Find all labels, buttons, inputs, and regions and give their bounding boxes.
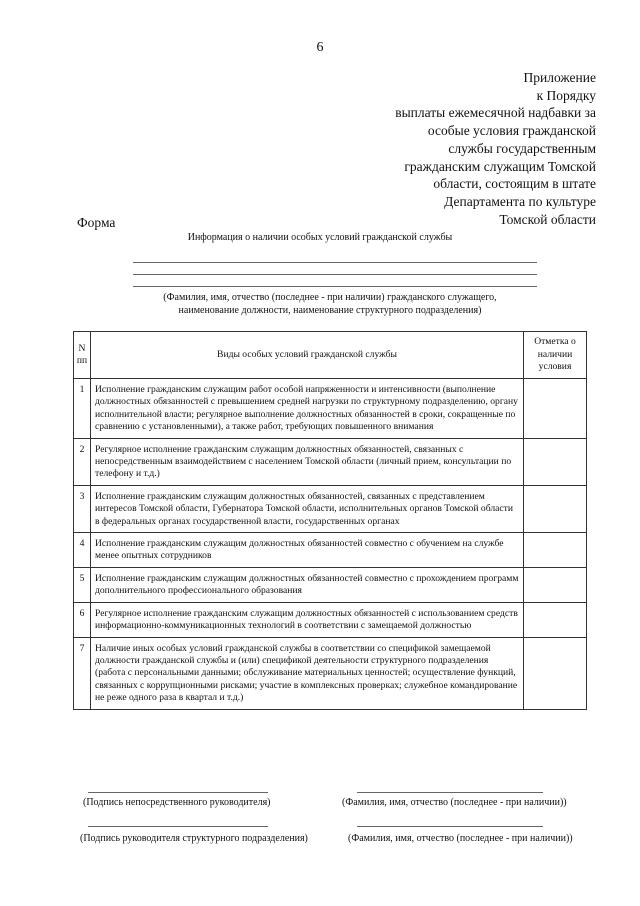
table-row [74, 438, 587, 485]
employee-caption-line: наименование должности, наименование структурного подразделения) [178, 305, 482, 316]
appendix-line: Департамента по культуре [444, 193, 596, 209]
mark-cell[interactable] [524, 637, 587, 709]
appendix-line: службы государственным [448, 140, 596, 156]
unit-head-signature-label: (Подпись руководителя структурного подразделения) [80, 833, 308, 844]
row-text: Исполнение гражданским служащим должностных обязанностей совместно с прохождением программ дополнительного профессионального образования [91, 567, 524, 602]
row-number: 6 [74, 602, 91, 637]
signature-line[interactable] [357, 826, 543, 827]
table-row [74, 637, 587, 709]
table-row [74, 567, 587, 602]
row-text: Исполнение гражданским служащим должностных обязанностей совместно с обучением на службе менее опытных сотрудников [91, 533, 524, 568]
appendix-line: особые условия гражданской [427, 123, 596, 139]
row-text: Исполнение гражданским служащим работ особой напряженности и интенсивности (выполнение должностных обязанностей с превышением средней нагрузки по структурному подразделению, органу исполнительной власти; регулярное выполнение должностных обязанностей в сроки, сокращенные по сравнению с установленными), а также работ, требующих повышенного внимания [91, 379, 524, 439]
appendix-line: выплаты ежемесячной надбавки за [395, 105, 596, 121]
table-row [74, 485, 587, 532]
row-number: 1 [74, 379, 91, 439]
unit-head-name-label: (Фамилия, имя, отчество (последнее - при наличии)) [348, 833, 573, 844]
appendix-line: области, состоящим в штате [433, 176, 596, 192]
header-mark: Отметка о наличии условия [524, 332, 587, 379]
appendix-line: Приложение [523, 70, 596, 85]
row-text: Регулярное исполнение гражданским служащим должностных обязанностей с использованием средств информационно-коммуникационных технологий в соответствии с замещаемой должностью [91, 602, 524, 637]
row-text: Наличие иных особых условий гражданской службы в соответствии со спецификой замещаемой должности гражданской службы и (или) спецификой деятельности структурного подразделения (работа с персональными данными; обслуживание материальных ценностей; осуществление функций, связанных с коррупционными рисками; участие в комплексных проверках; служебное командирование не реже одного раза в квартал и т.д.) [91, 637, 524, 709]
mark-cell[interactable] [524, 438, 587, 485]
employee-caption [0, 291, 640, 317]
row-number: 7 [74, 637, 91, 709]
row-text: Регулярное исполнение гражданским служащим должностных обязанностей, связанных с непосредственным взаимодействием с населением Томской области (личный прием, консультации по телефону и т.д.) [91, 438, 524, 485]
row-text: Исполнение гражданским служащим должностных обязанностей, связанных с представлением интересов Томской области, Губернатора Томской области, исполнительных органов Томской области в федеральных органах государственной власти, государственных органах [91, 485, 524, 532]
signature-line[interactable] [357, 792, 543, 793]
mark-cell[interactable] [524, 602, 587, 637]
appendix-line: Томской области [499, 211, 596, 227]
appendix-line: гражданским служащим Томской [404, 158, 596, 174]
mark-cell[interactable] [524, 567, 587, 602]
row-number: 4 [74, 533, 91, 568]
row-number: 3 [74, 485, 91, 532]
conditions-table [73, 331, 587, 710]
form-label: Форма [77, 215, 116, 230]
header-number: N пп [74, 332, 91, 379]
signature-line[interactable] [88, 792, 268, 793]
direct-manager-signature-label: (Подпись непосредственного руководителя) [83, 797, 271, 808]
table-header-row [74, 332, 587, 379]
fill-in-line[interactable] [133, 286, 537, 287]
direct-manager-name-label: (Фамилия, имя, отчество (последнее - при наличии)) [342, 797, 567, 808]
info-title: Информация о наличии особых условий гражданской службы [187, 232, 453, 243]
table-row [74, 602, 587, 637]
appendix-line: к Порядку [536, 87, 596, 103]
row-number: 5 [74, 567, 91, 602]
employee-caption-line: (Фамилия, имя, отчество (последнее - при наличии) гражданского служащего, [163, 292, 497, 303]
mark-cell[interactable] [524, 533, 587, 568]
page-number: 6 [316, 40, 324, 55]
mark-cell[interactable] [524, 485, 587, 532]
header-kind: Виды особых условий гражданской службы [91, 332, 524, 379]
signature-line[interactable] [88, 826, 268, 827]
fill-in-line[interactable] [133, 274, 537, 275]
table-row [74, 379, 587, 439]
appendix-block [395, 69, 596, 228]
row-number: 2 [74, 438, 91, 485]
fill-in-line[interactable] [133, 262, 537, 263]
mark-cell[interactable] [524, 379, 587, 439]
table-row [74, 533, 587, 568]
